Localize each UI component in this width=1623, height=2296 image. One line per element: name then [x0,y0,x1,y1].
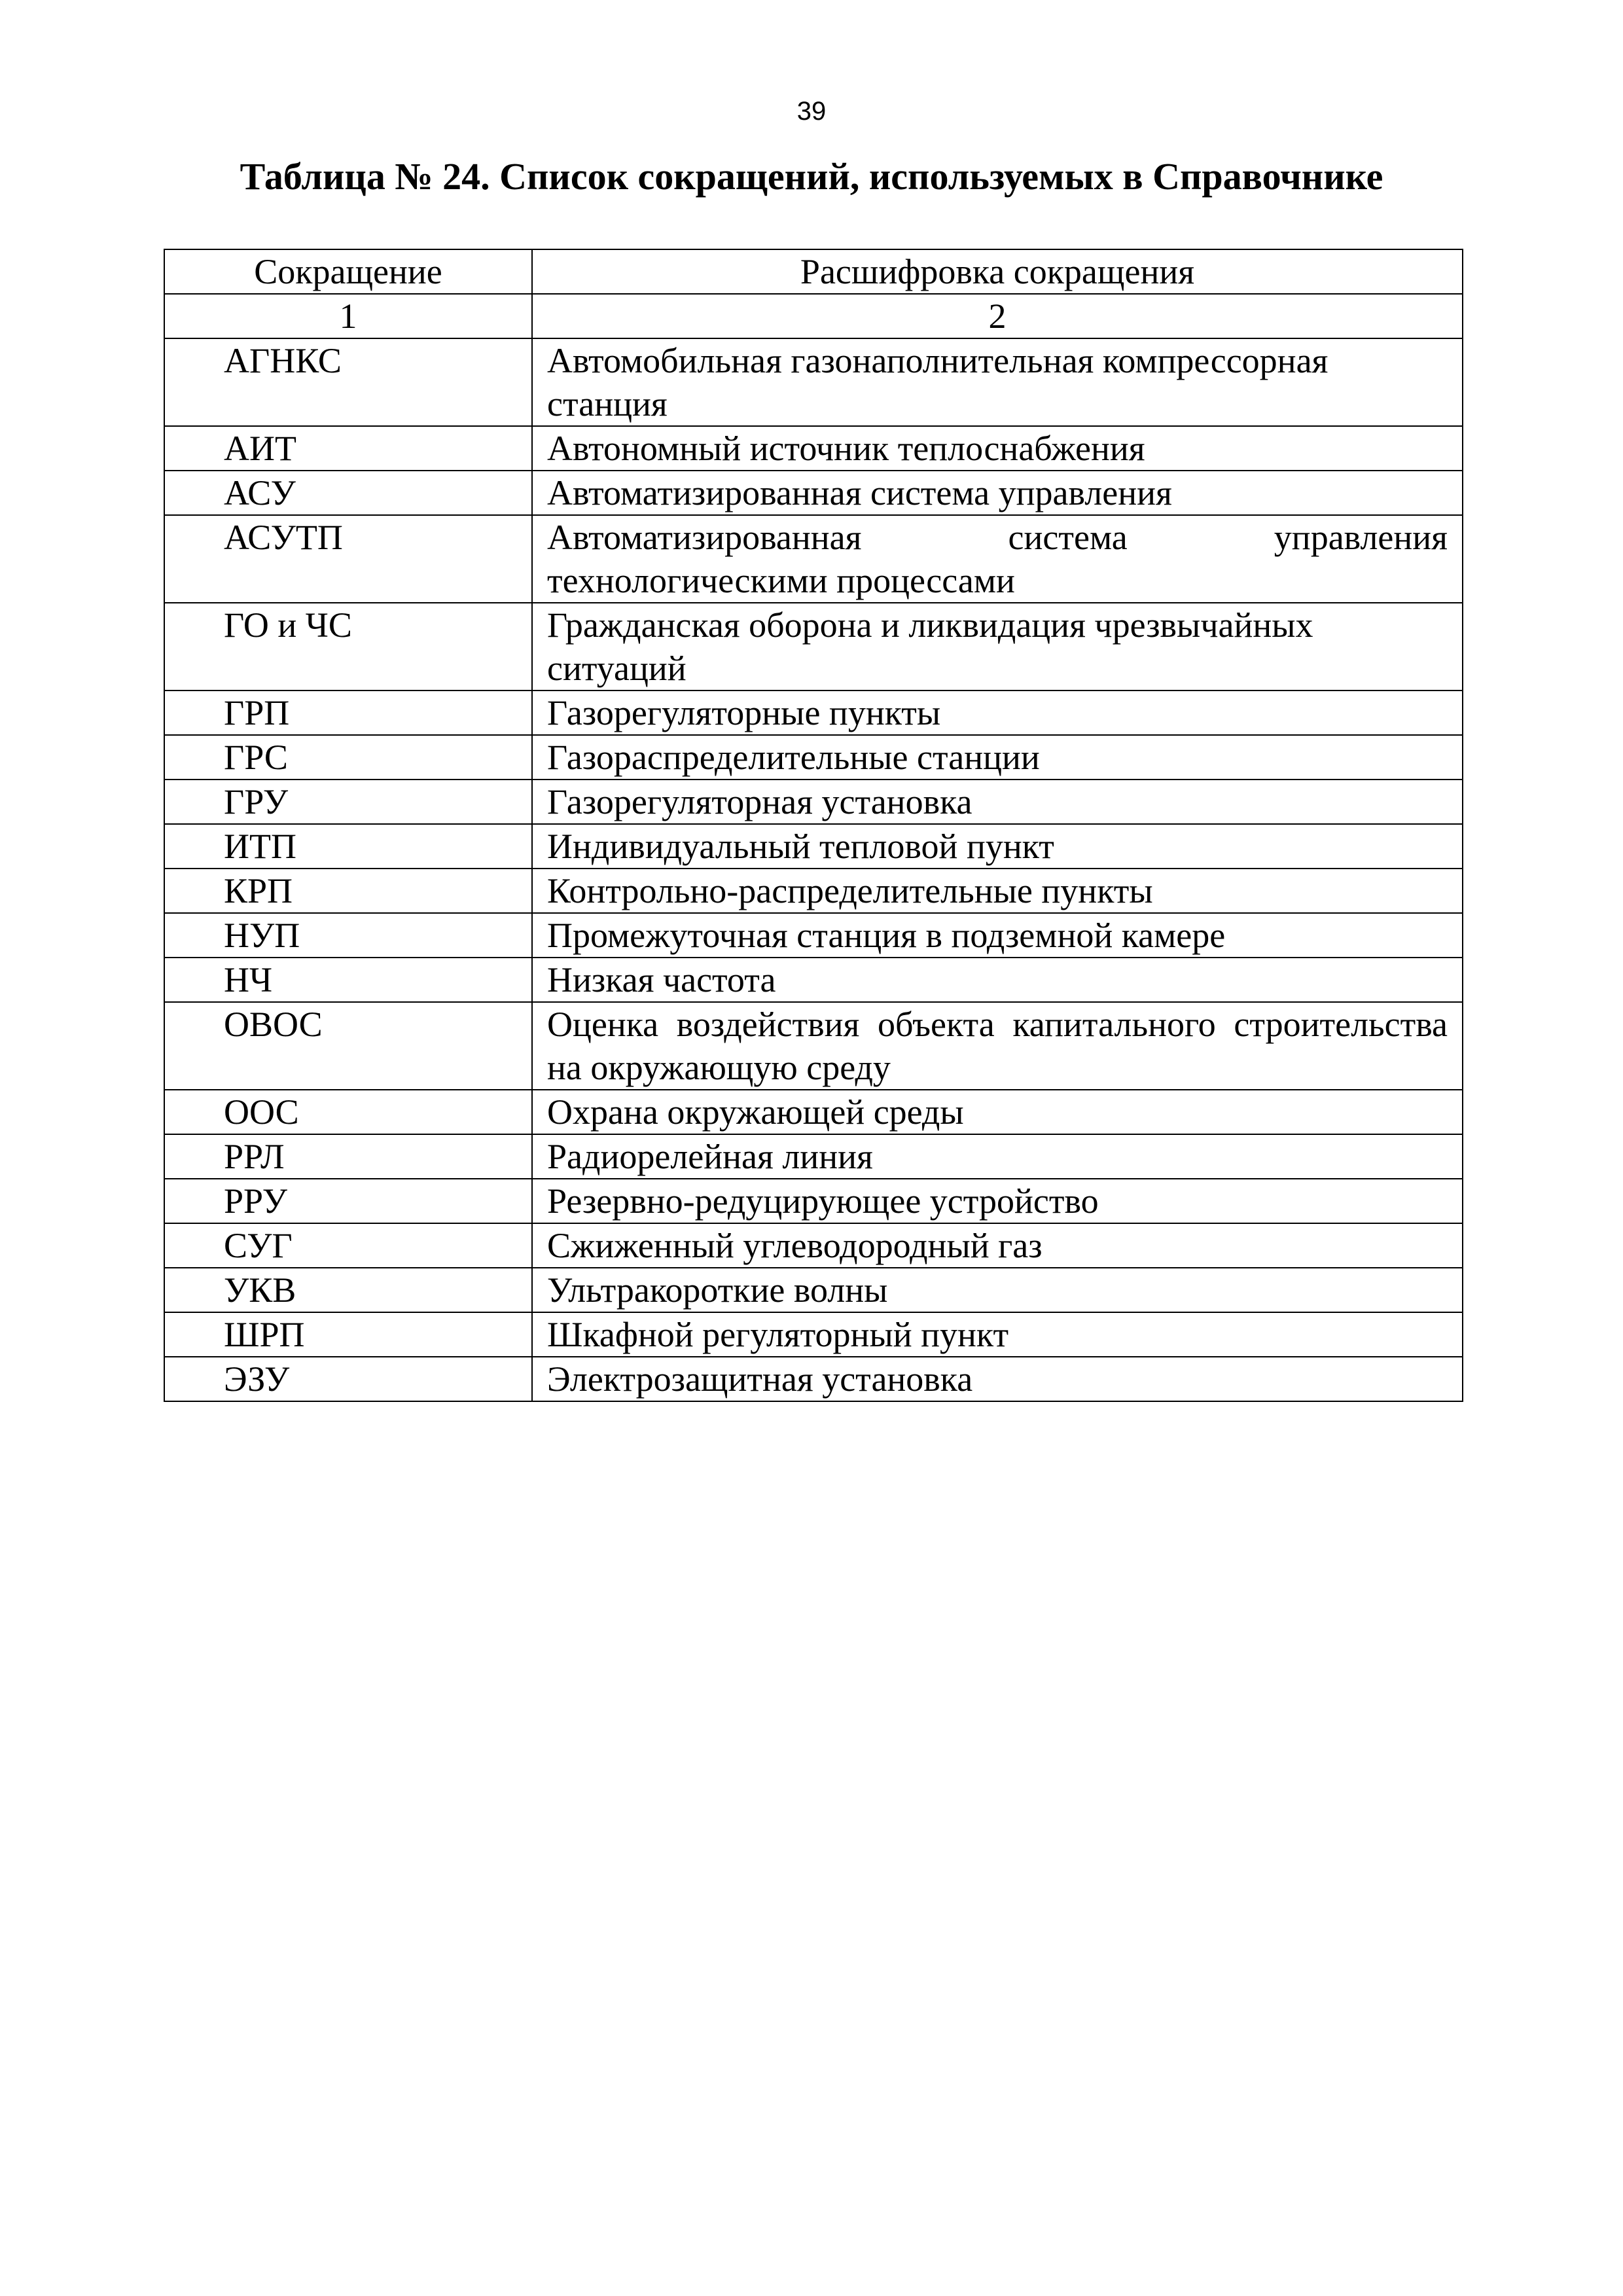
abbreviation-cell: ИТП [164,824,532,869]
description-cell: Охрана окружающей среды [532,1090,1463,1134]
abbreviation-cell: РРЛ [164,1134,532,1179]
abbreviation-cell: ГО и ЧС [164,603,532,691]
description-cell: Гражданская оборона и ликвидация чрезвычайных ситуаций [532,603,1463,691]
description-cell: Шкафной регуляторный пункт [532,1312,1463,1357]
abbreviation-cell: ООС [164,1090,532,1134]
abbreviation-cell: ОВОС [164,1002,532,1090]
page-number: 39 [796,97,827,126]
description-cell: Резервно-редуцирующее устройство [532,1179,1463,1223]
abbreviation-cell: ГРУ [164,780,532,824]
description-cell: Индивидуальный тепловой пункт [532,824,1463,869]
table-row [164,869,1463,913]
abbreviation-cell: АСУТП [164,515,532,603]
description-cell: Автомобильная газонаполнительная компрессорная станция [532,338,1463,426]
description-cell: Автоматизированная система управления технологическими процессами [532,515,1463,603]
description-cell: Радиорелейная линия [532,1134,1463,1179]
table-row [164,1357,1463,1401]
table-row [164,338,1463,426]
table-row [164,515,1463,603]
description-cell: Сжиженный углеводородный газ [532,1223,1463,1268]
header-description: Расшифровка сокращения [532,249,1463,294]
description-cell: Электрозащитная установка [532,1357,1463,1401]
table-row [164,913,1463,958]
description-cell: Газорегуляторные пункты [532,691,1463,735]
table-row [164,1134,1463,1179]
description-cell: Низкая частота [532,958,1463,1002]
column-number-row [164,294,1463,338]
abbreviation-cell: РРУ [164,1179,532,1223]
description-cell: Ультракороткие волны [532,1268,1463,1312]
column-number-2: 2 [532,294,1463,338]
abbreviation-cell: УКВ [164,1268,532,1312]
abbreviation-cell: СУГ [164,1223,532,1268]
abbreviation-cell: КРП [164,869,532,913]
table-title: Таблица № 24. Список сокращений, используемых в Справочнике [240,155,1383,198]
description-cell: Автономный источник теплоснабжения [532,426,1463,471]
description-cell: Оценка воздействия объекта капитального строительства на окружающую среду [532,1002,1463,1090]
header-abbreviation: Сокращение [164,249,532,294]
abbreviation-cell: НУП [164,913,532,958]
table-header-row [164,249,1463,294]
column-number-1: 1 [164,294,532,338]
table-row [164,824,1463,869]
table-row [164,1223,1463,1268]
table-row [164,471,1463,515]
table-row [164,735,1463,780]
description-cell: Промежуточная станция в подземной камере [532,913,1463,958]
table-row [164,426,1463,471]
abbreviation-cell: АСУ [164,471,532,515]
abbreviation-cell: ГРС [164,735,532,780]
description-cell: Газораспределительные станции [532,735,1463,780]
table-row [164,603,1463,691]
table-row [164,780,1463,824]
abbreviation-cell: АГНКС [164,338,532,426]
abbreviations-table [164,249,1463,1402]
description-cell: Газорегуляторная установка [532,780,1463,824]
description-cell: Автоматизированная система управления [532,471,1463,515]
table-row [164,1179,1463,1223]
abbreviation-cell: ШРП [164,1312,532,1357]
table-row [164,1268,1463,1312]
abbreviation-cell: НЧ [164,958,532,1002]
abbreviation-cell: ЭЗУ [164,1357,532,1401]
table-row [164,1090,1463,1134]
table-row [164,691,1463,735]
abbreviation-cell: ГРП [164,691,532,735]
abbreviation-cell: АИТ [164,426,532,471]
table-row [164,1312,1463,1357]
table-row [164,1002,1463,1090]
description-cell: Контрольно-распределительные пункты [532,869,1463,913]
table-row [164,958,1463,1002]
